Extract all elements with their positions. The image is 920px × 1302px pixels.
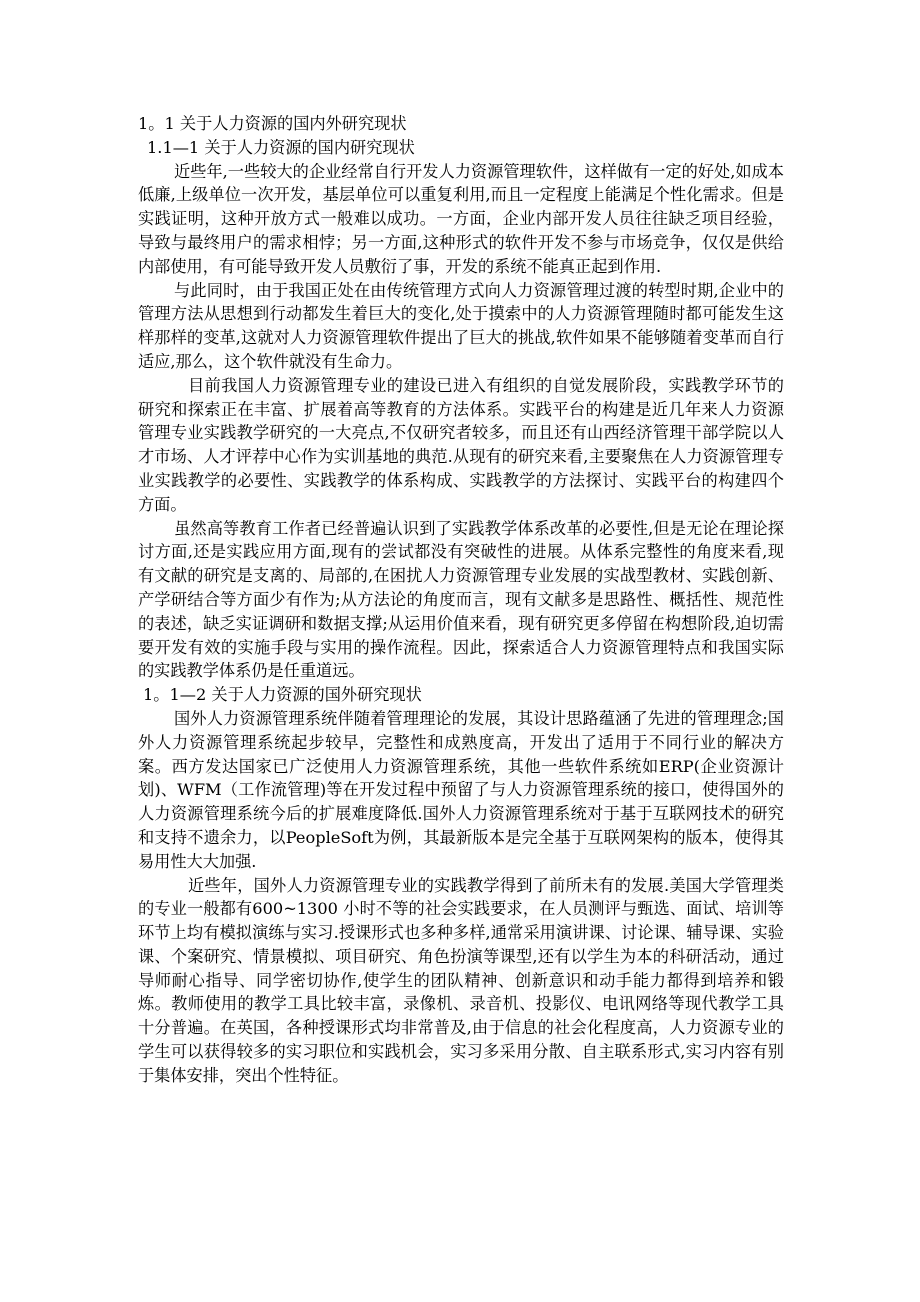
document-page [138,112,784,1088]
paragraph-5: 国外人力资源管理系统伴随着管理理论的发展，其设计思路蕴涵了先进的管理理念;国外人力资源管理系统起步较早，完整性和成熟度高，开发出了适用于不同行业的解决方案。西方发达国家已广泛使用人力资源管理系统，其他一些软件系统如ERP(企业资源计划)、WFM（工作流管理)等在开发过程中预留了与人力资源管理系统的接口，使得国外的人力资源管理系统今后的扩展难度降低.国外人力资源管理系统对于基于互联网技术的研究和支持不遗余力，以PeopleSoft为例，其最新版本是完全基于互联网架构的版本，使得其易用性大大加强. [138,708,784,871]
paragraph-4: 虽然高等教育工作者已经普遍认识到了实践教学体系改革的必要性,但是无论在理论探讨方面,还是实践应用方面,现有的尝试都没有突破性的进展。从体系完整性的角度来看,现有文献的研究是支离的、局部的,在困扰人力资源管理专业发展的实战型教材、实践创新、产学研结合等方面少有作为;从方法论的角度而言，现有文献多是思路性、概括性、规范性的表述，缺乏实证调研和数据支撑;从运用价值来看，现有研究更多停留在构想阶段,迫切需要开发有效的实施手段与实用的操作流程。因此，探索适合人力资源管理特点和我国实际的实践教学体系仍是任重道远。 [138,518,784,681]
subsection-heading-domestic: 1.1—1 关于人力资源的国内研究现状 [147,137,415,157]
subsection-heading-foreign: 1。1—2 关于人力资源的国外研究现状 [143,685,422,705]
section-heading: 1。1 关于人力资源的国内外研究现状 [138,114,407,133]
paragraph-2: 与此同时，由于我国正处在由传统管理方式向人力资源管理过渡的转型时期,企业中的管理方法从思想到行动都发生着巨大的变化,处于摸索中的人力资源管理随时都可能发生这样那样的变革,这就对人力资源管理软件提出了巨大的挑战,软件如果不能够随着变革而自行适应,那么，这个软件就没有生命力。 [138,280,784,371]
paragraph-1: 近些年,一些较大的企业经常自行开发人力资源管理软件，这样做有一定的好处,如成本低廉,上级单位一次开发，基层单位可以重复利用,而且一定程度上能满足个性化需求。但是实践证明，这种开放方式一般难以成功。一方面，企业内部开发人员往往缺乏项目经验，导致与最终用户的需求相悖；另一方面,这种形式的软件开发不参与市场竞争，仅仅是供给内部使用，有可能导致开发人员敷衍了事，开发的系统不能真正起到作用. [138,161,784,276]
paragraph-3: 目前我国人力资源管理专业的建设已进入有组织的自觉发展阶段，实践教学环节的研究和探索正在丰富、扩展着高等教育的方法体系。实践平台的构建是近几年来人力资源管理专业实践教学研究的一大亮点,不仅研究者较多，而且还有山西经济管理干部学院以人才市场、人才评荐中心作为实训基地的典范.从现有的研究来看,主要聚焦在人力资源管理专业实践教学的必要性、实践教学的体系构成、实践教学的方法探讨、实践平台的构建四个方面。 [138,375,784,514]
paragraph-6: 近些年，国外人力资源管理专业的实践教学得到了前所未有的发展.美国大学管理类的专业一般都有600~1300 小时不等的社会实践要求，在人员测评与甄选、面试、培训等环节上均有模拟演练与实习.授课形式也多种多样,通常采用演讲课、讨论课、辅导课、实验课、个案研究、情景模拟、项目研究、角色扮演等课型,还有以学生为本的科研活动，通过导师耐心指导、同学密切协作,使学生的团队精神、创新意识和动手能力都得到培养和锻炼。教师使用的教学工具比较丰富，录像机、录音机、投影仪、电讯网络等现代教学工具十分普遍。在英国，各种授课形式均非常普及,由于信息的社会化程度高，人力资源专业的学生可以获得较多的实习职位和实践机会，实习多采用分散、自主联系形式,实习内容有别于集体安排，突出个性特征。 [138,875,784,1085]
